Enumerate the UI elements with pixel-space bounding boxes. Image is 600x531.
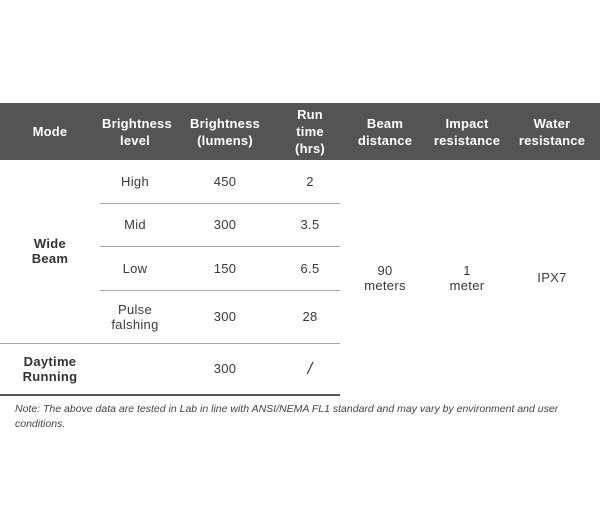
table-row [0, 160, 600, 203]
header-brightness-level: Brightness level [102, 115, 172, 148]
brightness-level-cell: Pulse falshing [100, 290, 170, 343]
runtime-slash: / [307, 358, 313, 378]
lumens-cell: 450 [170, 160, 280, 203]
header-brightness-lumens: Brightness (lumens) [190, 115, 260, 148]
brightness-level-cell: High [100, 160, 170, 203]
brightness-level-cell [100, 343, 170, 395]
lumens-cell: 300 [170, 203, 280, 246]
header-beam-distance: Beam distance [357, 115, 413, 148]
runtime-cell: 3.5 [280, 203, 340, 246]
impact-resistance-cell: 1 meter [449, 262, 485, 293]
header-mode: Mode [32, 124, 68, 139]
mode-wide-beam: Wide Beam [0, 160, 100, 343]
header-impact-resistance: Impact resistance [433, 115, 501, 148]
runtime-cell [280, 343, 340, 395]
specification-table [0, 103, 600, 396]
lumens-cell: 300 [170, 290, 280, 343]
test-note: Note: The above data are tested in Lab in line with ANSI/NEMA FL1 standard and may vary by environment and user conditions. [15, 403, 559, 430]
runtime-cell: 6.5 [280, 246, 340, 290]
header-row [0, 103, 600, 160]
runtime-cell: 2 [280, 160, 340, 203]
lumens-cell: 150 [170, 246, 280, 290]
brightness-level-cell: Low [100, 246, 170, 290]
beam-distance-cell: 90 meters [364, 262, 406, 293]
runtime-cell: 28 [280, 290, 340, 343]
water-resistance-cell: IPX7 [537, 270, 567, 285]
lumens-cell: 300 [170, 343, 280, 395]
header-run-time: Run time (hrs) [295, 107, 325, 156]
brightness-level-cell: Mid [100, 203, 170, 246]
mode-daytime-running: Daytime Running [0, 343, 100, 395]
header-water-resistance: Water resistance [518, 115, 586, 148]
